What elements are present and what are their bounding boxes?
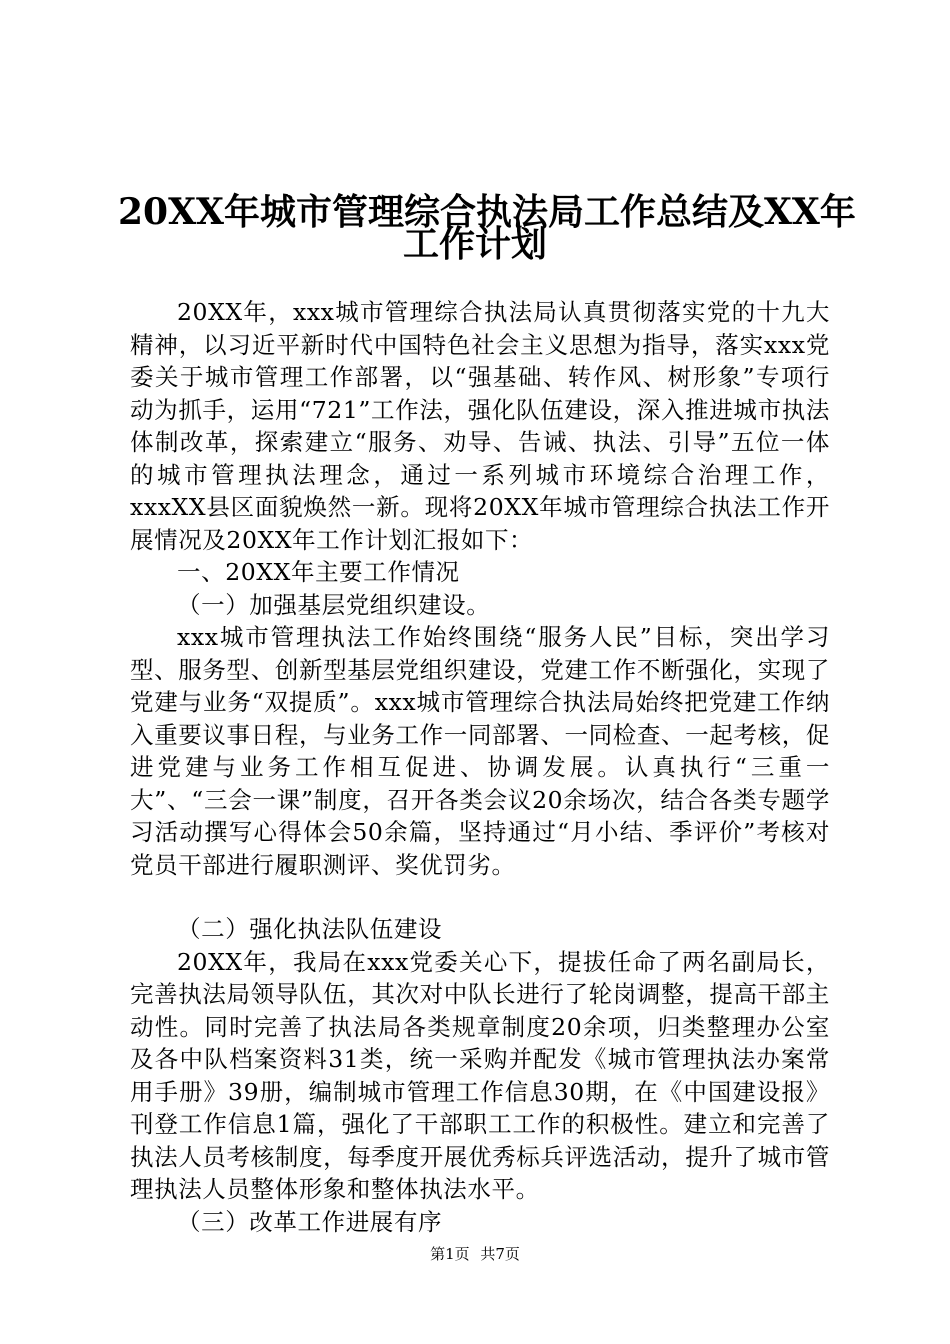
subsection-heading-2: （二）强化执法队伍建设 bbox=[177, 915, 443, 943]
page-total: 共7页 bbox=[480, 1245, 520, 1263]
subsection-heading-3: （三）改革工作进展有序 bbox=[177, 1207, 443, 1236]
page-number: 第1页 bbox=[430, 1245, 470, 1263]
document-title-line-1: 20XX年城市管理综合执法局工作总结及XX年 bbox=[118, 191, 856, 233]
subsection-heading-1: （一）加强基层党组织建设。 bbox=[177, 590, 491, 619]
document-title-line-2: 工作计划 bbox=[402, 223, 547, 265]
page-footer bbox=[0, 1244, 950, 1264]
intro-paragraph: 20XX年，xxx城市管理综合执法局认真贯彻落实党的十九大精神，以习近平新时代中国特色社会主义思想为指导，落实xxx党委关于城市管理工作部署，以“强基础、转作风、树形象”专项行动为抓手，运用“721”工作法，强化队伍建设，深入推进城市执法体制改革，探索建立“服务、劝导、告诫、执法、引导”五位一体的城市管理执法理念，通过一系列城市环境综合治理工作，xxxXX县区面貌焕然一新。现将20XX年城市管理综合执法工作开展情况及20XX年工作计划汇报如下： bbox=[130, 298, 830, 554]
section-heading-1: 一、20XX年主要工作情况 bbox=[177, 558, 460, 586]
paragraph-gap bbox=[130, 881, 830, 913]
document-body bbox=[130, 296, 830, 1238]
team-building-paragraph: 20XX年，我局在xxx党委关心下，提拔任命了两名副局长，完善执法局领导队伍，其次对中队长进行了轮岗调整，提高干部主动性。同时完善了执法局各类规章制度20余项，归类整理办公室及各中队档案资料31类，统一采购并配发《城市管理执法办案常用手册》39册，编制城市管理工作信息30期，在《中国建设报》刊登工作信息1篇，强化了干部职工工作的积极性。建立和完善了执法人员考核制度，每季度开展优秀标兵评选活动，提升了城市管理执法人员整体形象和整体执法水平。 bbox=[130, 947, 830, 1203]
party-building-paragraph: xxx城市管理执法工作始终围绕“服务人民”目标，突出学习型、服务型、创新型基层党组织建设，党建工作不断强化，实现了党建与业务“双提质”。xxx城市管理综合执法局始终把党建工作纳入重要议事日程，与业务工作一同部署、一同检查、一起考核，促进党建与业务工作相互促进、协调发展。认真执行“三重一大”、“三会一课”制度，召开各类会议20余场次，结合各类专题学习活动撰写心得体会50余篇，坚持通过“月小结、季评价”考核对党员干部进行履职测评、奖优罚劣。 bbox=[130, 623, 830, 879]
